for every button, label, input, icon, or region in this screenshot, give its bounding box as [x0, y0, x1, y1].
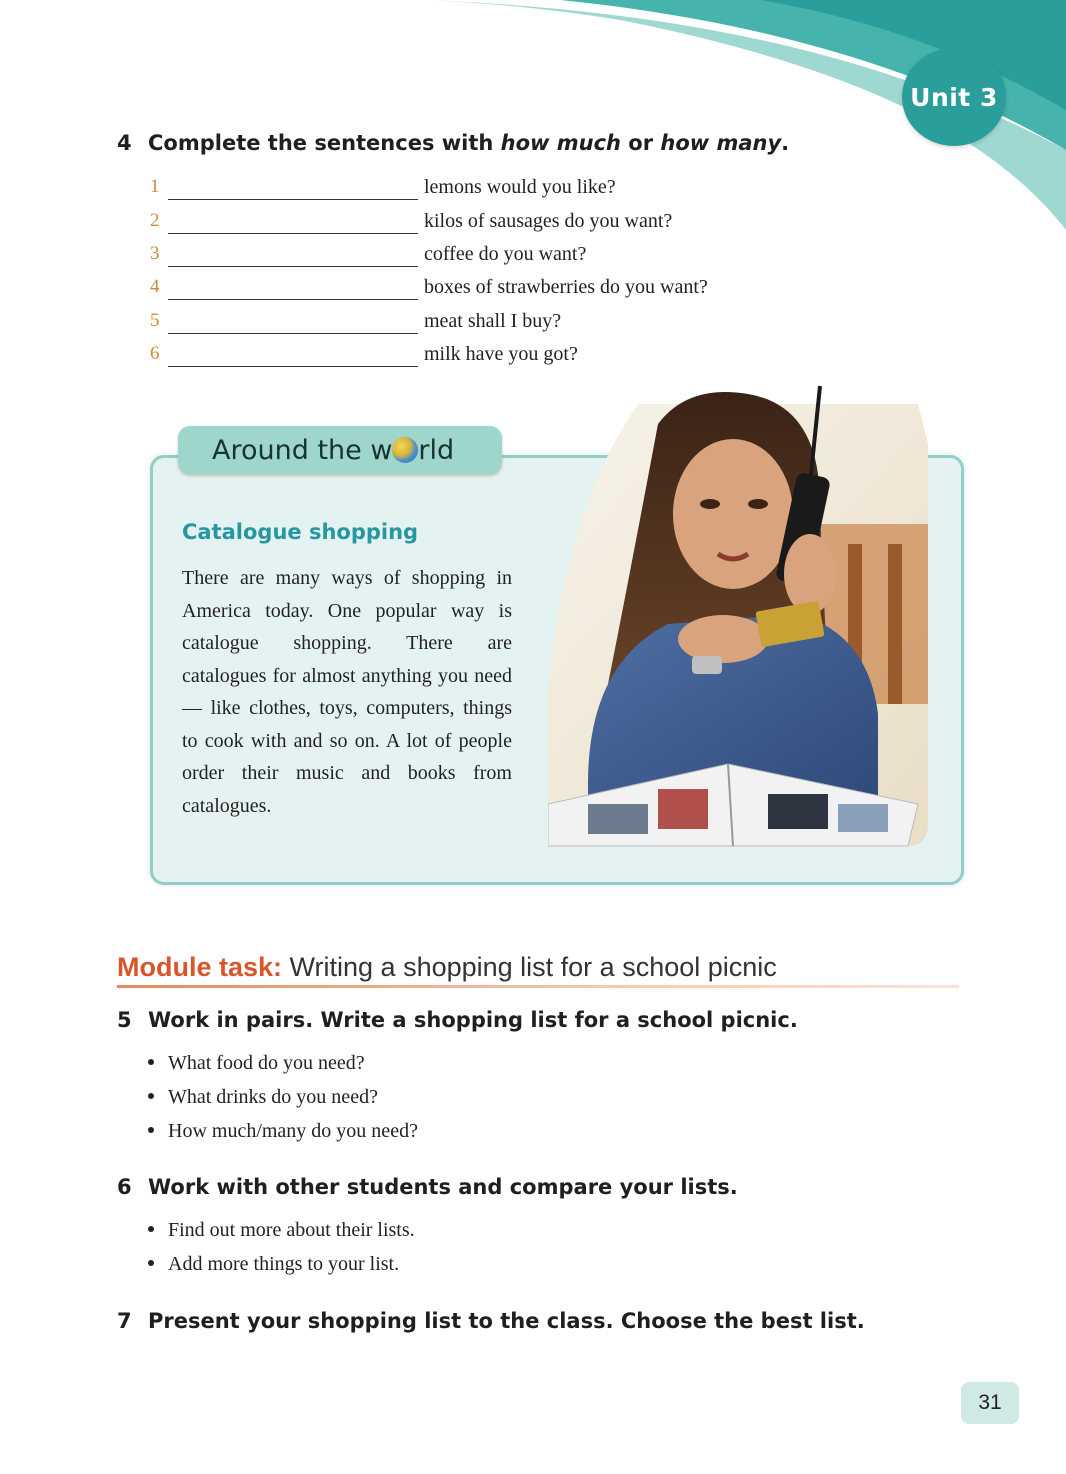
- exercise-4-or: or: [620, 131, 661, 155]
- bullet-dot: [148, 1260, 154, 1266]
- exercise-4-how-much: how much: [500, 131, 621, 155]
- bullet-item: [148, 1086, 378, 1109]
- module-task-name: Writing a shopping list for a school picnic: [282, 952, 777, 982]
- exercise-4-how-many: how many: [660, 131, 782, 155]
- answer-blank[interactable]: [168, 233, 418, 234]
- bullet-text: Add more things to your list.: [168, 1253, 400, 1275]
- around-the-world-title: [212, 435, 454, 466]
- exercise-4-instruction: Complete the sentences with: [148, 131, 501, 155]
- item-number: 5: [150, 310, 160, 331]
- item-number: 6: [150, 343, 160, 364]
- item-number: 2: [150, 210, 160, 231]
- bullet-dot: [148, 1127, 154, 1133]
- exercise-number: 7: [117, 1309, 132, 1333]
- exercise-4-period: .: [781, 131, 790, 155]
- bullet-dot: [148, 1059, 154, 1065]
- tab-text-end: rld: [418, 435, 455, 466]
- unit-badge: [902, 48, 1006, 146]
- catalogue-shopping-subtitle: Catalogue shopping: [182, 520, 419, 544]
- answer-blank[interactable]: [168, 266, 418, 267]
- bullet-dot: [148, 1093, 154, 1099]
- exercise-7-instruction: Present your shopping list to the class. Choose the best list.: [148, 1309, 865, 1333]
- answer-blank[interactable]: [168, 199, 418, 200]
- bullet-item: [148, 1052, 365, 1075]
- module-task-label: Module task:: [117, 952, 283, 982]
- item-text: coffee do you want?: [424, 243, 587, 265]
- bullet-text: Find out more about their lists.: [168, 1219, 415, 1241]
- item-text: kilos of sausages do you want?: [424, 210, 673, 232]
- tab-text-start: Around the w: [212, 435, 393, 466]
- bullet-text: How much/many do you need?: [168, 1120, 418, 1142]
- around-the-world-tab: [178, 426, 502, 474]
- module-task-divider: [117, 985, 959, 988]
- exercise-7-heading: [117, 1309, 865, 1333]
- exercise-6-heading: [117, 1175, 738, 1199]
- answer-blank[interactable]: [168, 299, 418, 300]
- page-number: [961, 1382, 1019, 1424]
- globe-icon: [392, 437, 418, 463]
- exercise-number: 5: [117, 1008, 132, 1032]
- exercise-6-instruction: Work with other students and compare your lists.: [148, 1175, 738, 1199]
- bullet-item: [148, 1120, 418, 1143]
- exercise-number: 4: [117, 131, 132, 155]
- page-number-label: 31: [978, 1391, 1002, 1414]
- bullet-text: What food do you need?: [168, 1052, 365, 1074]
- item-number: 4: [150, 276, 160, 297]
- woman-on-phone-photo: [548, 384, 928, 852]
- item-number: 3: [150, 243, 160, 264]
- item-text: lemons would you like?: [424, 176, 616, 198]
- catalogue-shopping-text: There are many ways of shopping in America today. One popular way is catalogue shopping. There are catalogues for almost anything you need — like clothes, toys, computers, things to cook with and so on. A lot of people order their music and books from catalogues.: [182, 567, 512, 817]
- item-text: boxes of strawberries do you want?: [424, 276, 708, 298]
- exercise-5-instruction: Work in pairs. Write a shopping list for a school picnic.: [148, 1008, 798, 1032]
- exercise-5-heading: [117, 1008, 798, 1032]
- bullet-item: [148, 1253, 399, 1276]
- header-swoosh-decoration: [0, 0, 1066, 240]
- item-number: 1: [150, 176, 160, 197]
- unit-badge-label: Unit 3: [910, 82, 998, 112]
- bullet-item: [148, 1219, 415, 1242]
- item-text: milk have you got?: [424, 343, 578, 365]
- bullet-dot: [148, 1226, 154, 1232]
- item-text: meat shall I buy?: [424, 310, 562, 332]
- answer-blank[interactable]: [168, 366, 418, 367]
- bullet-text: What drinks do you need?: [168, 1086, 378, 1108]
- module-task-title: [117, 952, 777, 983]
- exercise-number: 6: [117, 1175, 132, 1199]
- exercise-4-heading: [117, 131, 789, 155]
- answer-blank[interactable]: [168, 333, 418, 334]
